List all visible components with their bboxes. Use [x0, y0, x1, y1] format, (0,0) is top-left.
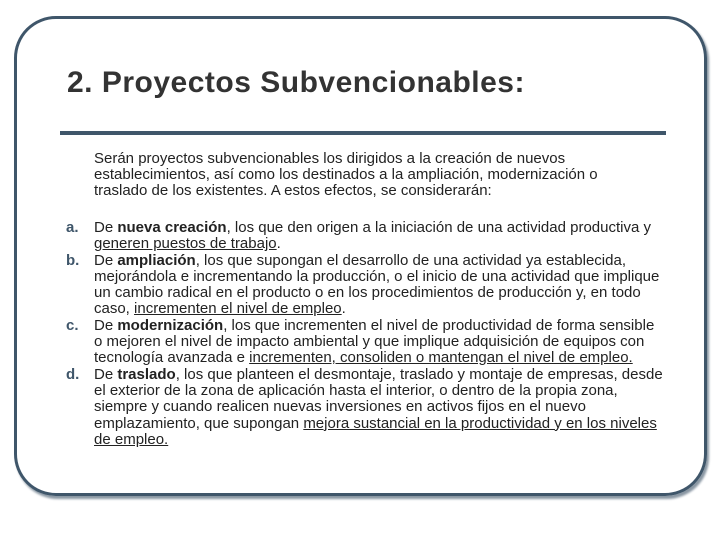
item-suffix: .	[276, 235, 281, 253]
item-prefix: De	[94, 365, 118, 383]
item-term: nueva creación	[117, 219, 227, 236]
list-marker: c.	[66, 316, 79, 334]
item-description: , los que den origen a la iniciación de una actividad productiva y	[226, 219, 652, 236]
intro-paragraph: Serán proyectos subvencionables los dirigidos a la creación de nuevos establecimientos, así como los destinados a la ampliación, modernización o traslado de los existentes. A estos efectos, se considerarán:	[94, 150, 598, 199]
list-item-text	[94, 367, 666, 448]
item-emphasis: generen puestos de trabajo	[94, 235, 277, 253]
list-item-traslado	[66, 367, 666, 448]
project-types-list	[66, 220, 666, 448]
list-item-text	[94, 253, 666, 318]
list-marker: b.	[66, 251, 80, 269]
slide-title: 2. Proyectos Subvencionables:	[67, 66, 525, 99]
list-marker: a.	[66, 219, 79, 236]
item-prefix: De	[94, 316, 118, 334]
item-emphasis: incrementen, consoliden o mantengan el nivel de empleo.	[249, 349, 633, 367]
item-term: traslado	[117, 365, 176, 383]
item-emphasis: mejora sustancial en la productividad y en los niveles de empleo.	[94, 414, 657, 448]
list-item-text	[94, 220, 666, 253]
item-description: , los que incrementen el nivel de productividad de forma sensible o mejoren el nivel de impacto ambiental y que implique adquisición de equipos con tecnología avanzada e	[94, 316, 655, 367]
list-marker: d.	[66, 365, 80, 383]
item-term: ampliación	[117, 251, 196, 269]
list-item-ampliacion	[66, 253, 666, 318]
item-description: , los que supongan el desarrollo de una actividad ya establecida, mejorándola e incrementando la producción, o el inicio de una actividad que implique un cambio radical en el producto o en los procedimientos de producción y, en todo caso,	[94, 251, 660, 318]
item-prefix: De	[94, 219, 118, 236]
list-item-nueva-creacion	[66, 220, 666, 253]
list-item-text	[94, 318, 666, 367]
item-prefix: De	[94, 251, 118, 269]
item-description: , los que planteen el desmontaje, traslado y montaje de empresas, desde el exterior de la zona de aplicación hasta el interior, o dentro de la propia zona, siempre y cuando realicen nuevas inversiones en activos fijos en el nuevo emplazamiento, que supongan	[94, 365, 663, 432]
item-suffix: .	[341, 300, 346, 318]
item-term: modernización	[117, 316, 224, 334]
title-divider	[60, 131, 666, 135]
list-item-modernizacion	[66, 318, 666, 367]
item-emphasis: incrementen el nivel de empleo	[134, 300, 342, 318]
